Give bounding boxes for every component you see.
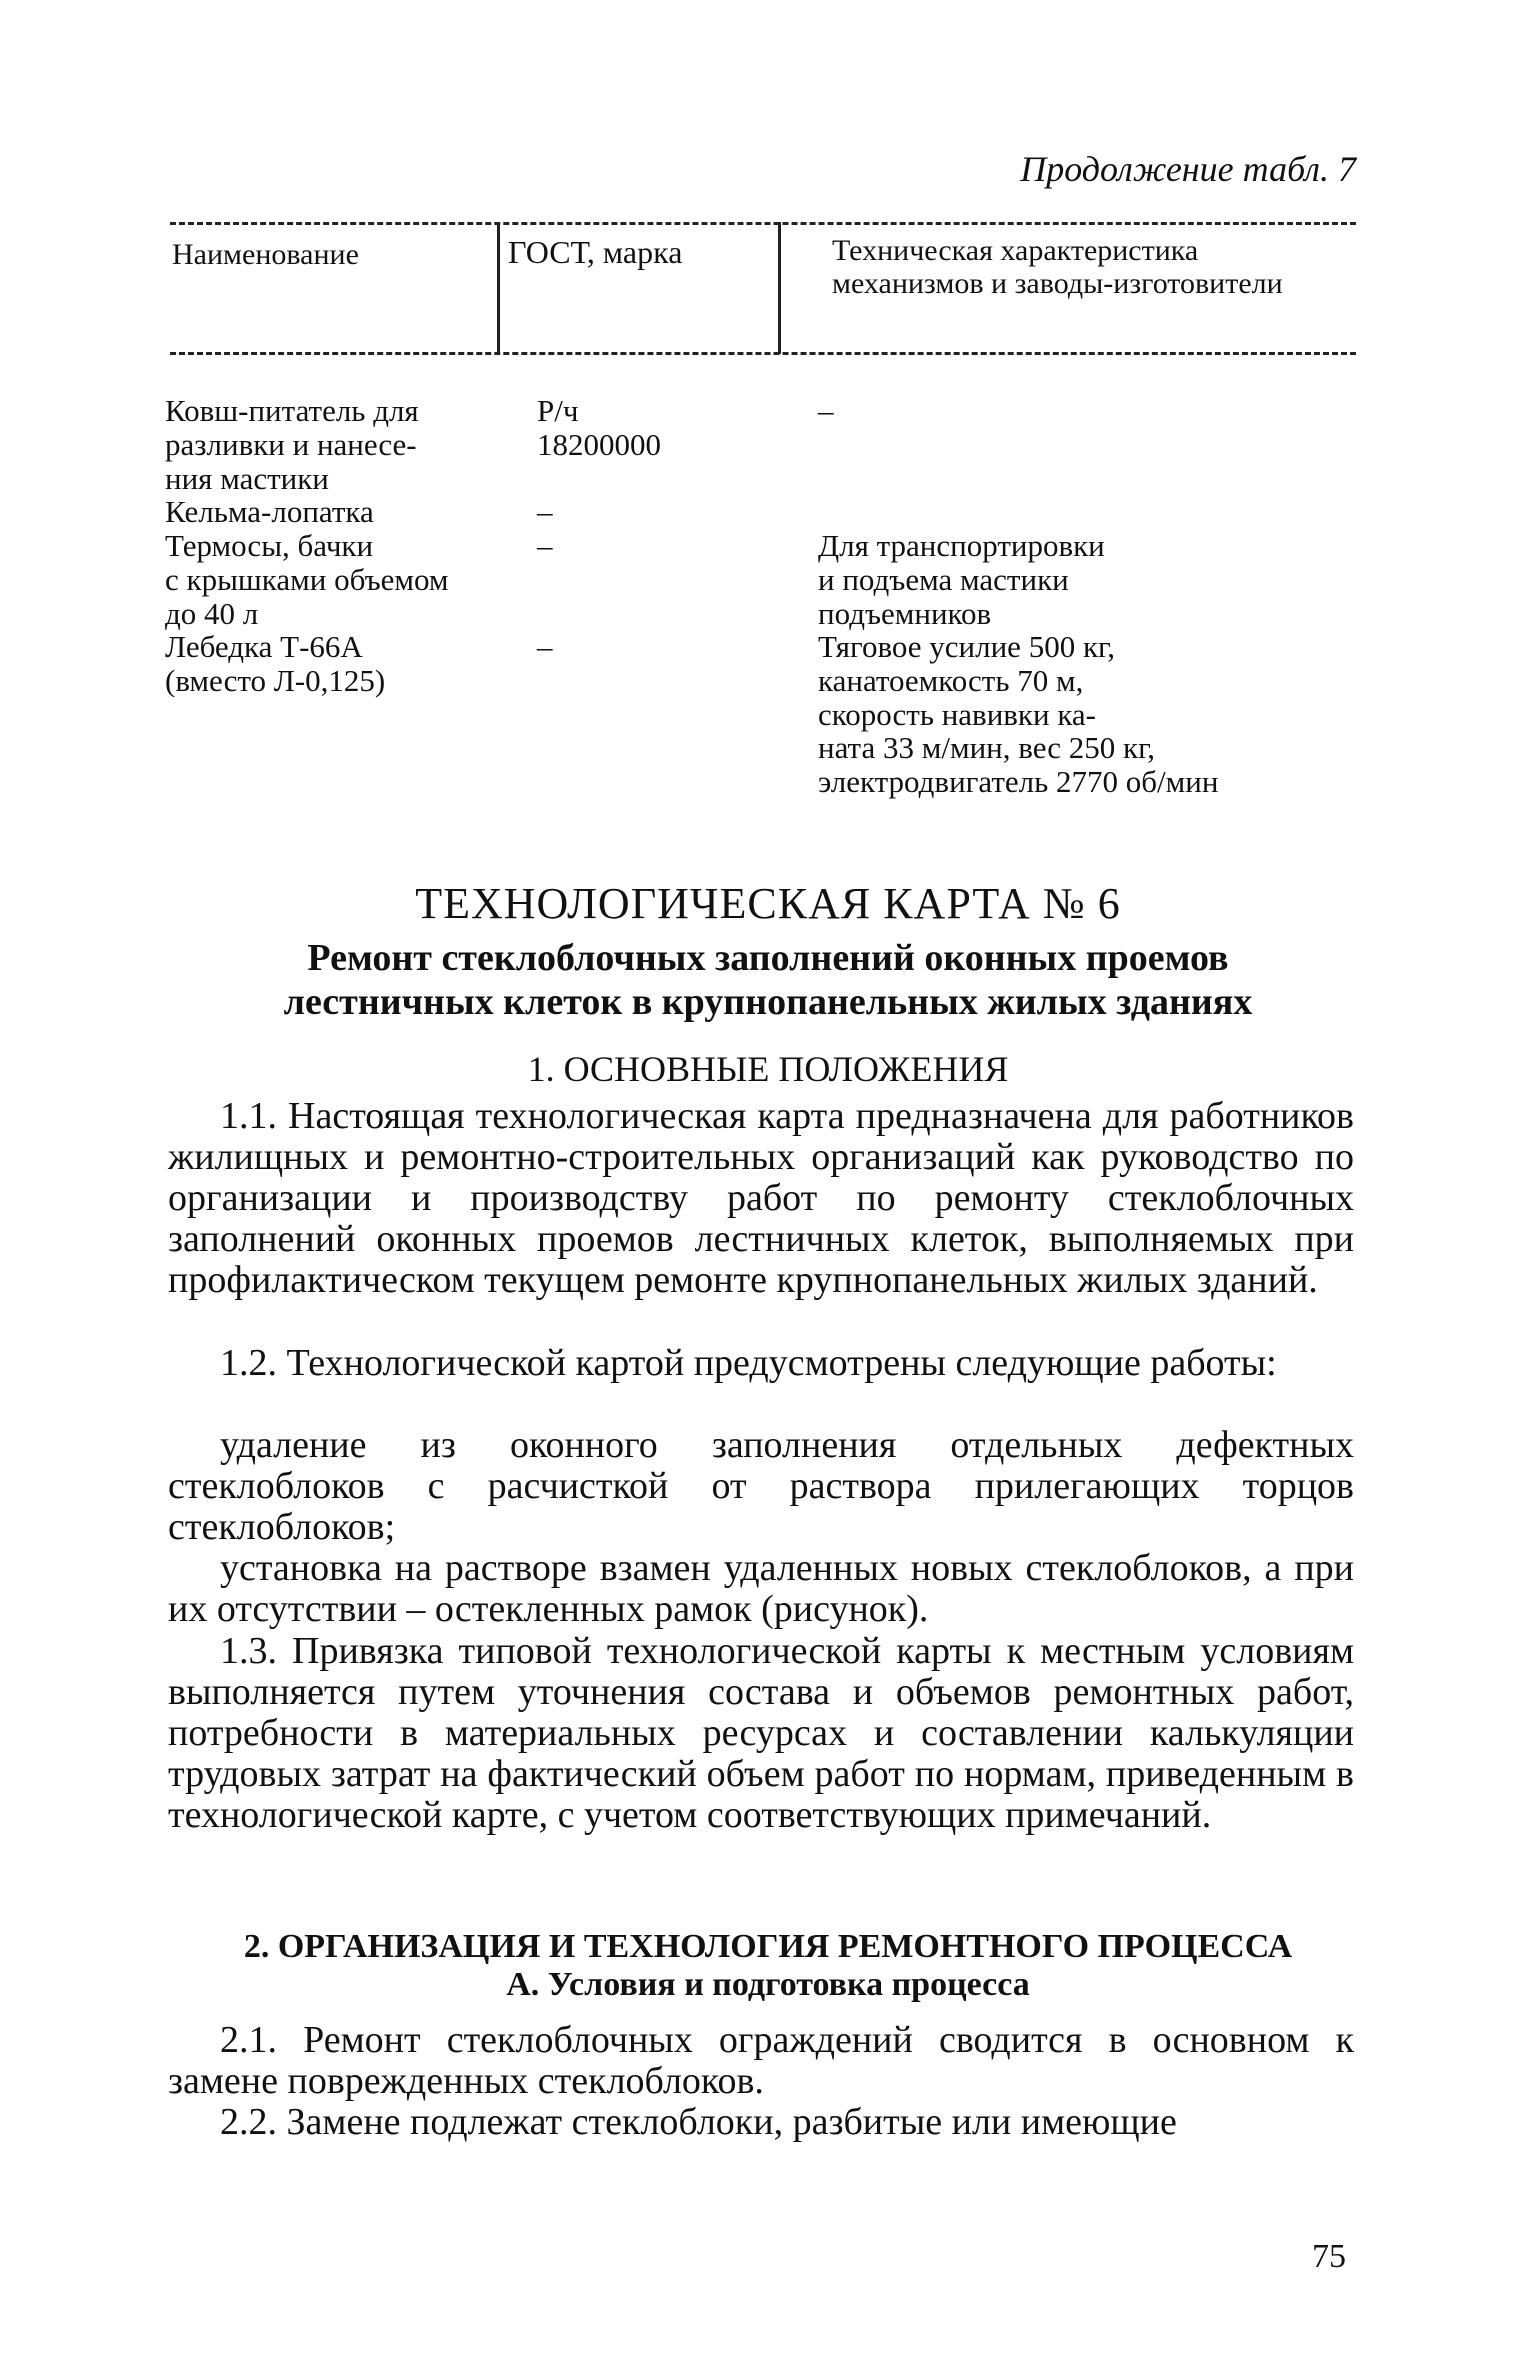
card-subtitle-line: Ремонт стеклоблочных заполнений оконных проемов <box>307 937 1229 979</box>
paragraph: удаление из оконного заполнения отдельных дефектных стеклоблоков с расчисткой от раствора прилегающих торцов стеклоблоков; <box>168 1424 1354 1548</box>
table-header-bottom-rule <box>170 352 1356 355</box>
card-subtitle <box>0 936 1536 1024</box>
table-cell-gost: – <box>537 494 553 529</box>
table-cell-name: Термосы, бачки с крышками объемом до 40 л <box>165 528 449 631</box>
section-heading-line: 2. ОРГАНИЗАЦИЯ И ТЕХНОЛОГИЯ РЕМОНТНОГО ПРОЦЕССА <box>243 1928 1293 1965</box>
table-cell-name: Кельма-лопатка <box>165 494 374 529</box>
table-cell-gost: Р/ч 18200000 <box>537 393 661 462</box>
paragraph: 2.2. Замене подлежат стеклоблоки, разбитые или имеющие <box>220 2101 1177 2143</box>
paragraph: 1.3. Привязка типовой технологической карты к местным условиям выполняется путем уточнения состава и объемов ремонтных работ, потребности в материальных ресурсах и составлении калькуляции трудовых затрат на фактический объем работ по нормам, приведенным в технологической карте, с учетом соответствующих примечаний. <box>168 1630 1354 1836</box>
column-separator <box>497 222 500 354</box>
table-cell-name: Лебедка Т-66А (вместо Л-0,125) <box>165 629 386 698</box>
card-title: ТЕХНОЛОГИЧЕСКАЯ КАРТА № 6 <box>415 879 1121 928</box>
table-cell-gost: – <box>537 528 553 563</box>
table-continuation-label: Продолжение табл. 7 <box>1020 149 1356 189</box>
section-subheading: А. Условия и подготовка процесса <box>506 1966 1030 2003</box>
section-heading: 1. ОСНОВНЫЕ ПОЛОЖЕНИЯ <box>527 1049 1009 1089</box>
column-separator <box>778 222 781 354</box>
column-header-tech: Техническая характеристика механизмов и заводы-изготовители <box>832 234 1283 300</box>
paragraph: установка на растворе взамен удаленных новых стеклоблоков, а при их отсутствии – остекленных рамок (рисунок). <box>168 1547 1354 1630</box>
table-cell-gost: – <box>537 629 553 664</box>
table-cell-tech: Для транспортировки и подъема мастики подъемников <box>818 528 1105 631</box>
paragraph: 1.1. Настоящая технологическая карта предназначена для работников жилищных и ремонтно-строительных организаций как руководство по организации и производству работ по ремонту стеклоблочных заполнений оконных проемов лестничных клеток, выполняемых при профилактическом текущем ремонте крупнопанельных жилых зданий. <box>168 1095 1354 1301</box>
section-heading <box>0 1928 1536 2004</box>
table-cell-name: Ковш-питатель для разливки и нанесе- ния мастики <box>165 393 419 496</box>
table-top-rule <box>170 222 1356 225</box>
column-header-gost: ГОСТ, марка <box>508 234 683 270</box>
table-cell-tech: – <box>818 393 834 428</box>
card-subtitle-line: лестничных клеток в крупнопанельных жилых зданиях <box>283 981 1253 1023</box>
table-cell-tech: Тяговое усилие 500 кг, канатоемкость 70 м, скорость навивки ка- ната 33 м/мин, вес 250 кг, электродвигатель 2770 об/мин <box>818 629 1219 800</box>
page-number: 75 <box>1312 2238 1346 2275</box>
paragraph: 1.2. Технологической картой предусмотрены следующие работы: <box>220 1342 1277 1384</box>
paragraph: 2.1. Ремонт стеклоблочных ограждений сводится в основном к замене поврежденных стеклоблоков. <box>168 2019 1354 2102</box>
column-header-name: Наименование <box>172 238 359 271</box>
